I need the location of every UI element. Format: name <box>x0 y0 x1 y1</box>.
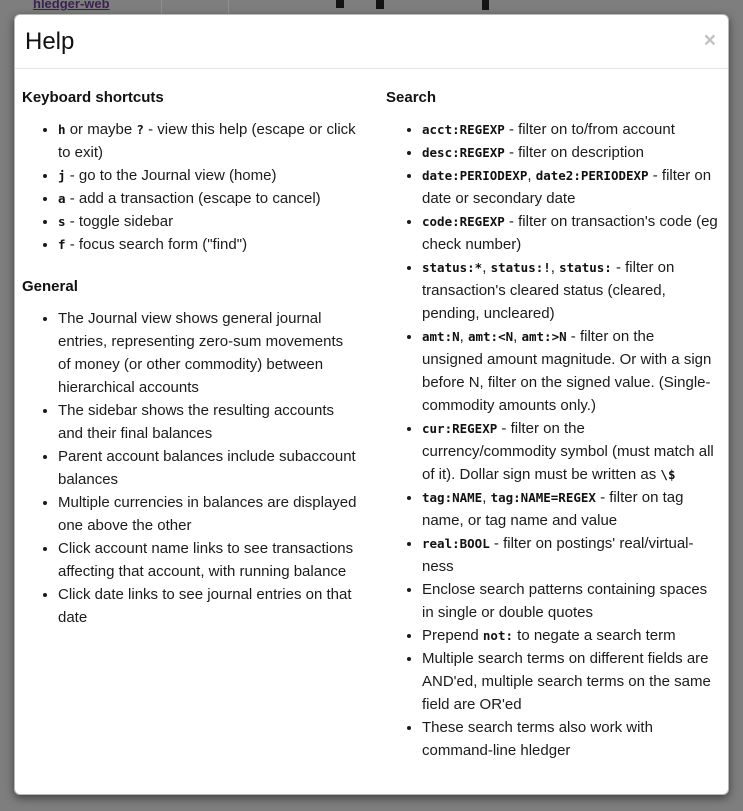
bullet-list <box>386 118 718 762</box>
close-icon: × <box>703 29 716 52</box>
code-term: f <box>58 237 66 252</box>
modal-header <box>15 15 728 69</box>
code-term: code:REGEXP <box>422 214 505 229</box>
code-term: status: <box>559 260 612 275</box>
code-term: status:* <box>422 260 483 275</box>
code-term: cur:REGEXP <box>422 421 498 436</box>
code-term: j <box>58 168 66 183</box>
modal-backdrop[interactable] <box>0 0 743 14</box>
list-item: • Enclose search patterns containing spaces in single or double quotes <box>422 578 718 624</box>
background-table-border <box>161 0 162 14</box>
left-column <box>22 88 370 772</box>
bullet-list <box>22 118 358 256</box>
background-table-border <box>228 0 229 14</box>
code-term: tag:NAME=REGEX <box>490 490 596 505</box>
list-item: • status:*, status:!, status: - filter on transaction's cleared status (cleared, pending, uncleared) <box>422 256 718 325</box>
code-term: not: <box>482 628 513 643</box>
code-term: a <box>58 191 66 206</box>
background-brand-link: hledger-web <box>33 0 110 11</box>
list-item: • j - go to the Journal view (home) <box>58 164 358 187</box>
list-item: • Click date links to see journal entries on that date <box>58 583 358 629</box>
list-item: • Click account name links to see transactions affecting that account, with running balance <box>58 537 358 583</box>
list-item: • real:BOOL - filter on postings' real/virtual-ness <box>422 532 718 578</box>
list-item: • Prepend not: to negate a search term <box>422 624 718 647</box>
page-heading-fragment <box>336 0 344 8</box>
list-item: • The sidebar shows the resulting accounts and their final balances <box>58 399 358 445</box>
code-term: status:! <box>490 260 551 275</box>
section-heading: General <box>22 278 78 295</box>
list-item: • desc:REGEXP - filter on description <box>422 141 718 164</box>
close-button[interactable] <box>704 31 716 51</box>
section-heading: Keyboard shortcuts <box>22 89 164 106</box>
code-term: amt:>N <box>521 329 567 344</box>
list-item: • tag:NAME, tag:NAME=REGEX - filter on tag name, or tag name and value <box>422 486 718 532</box>
list-item: • Multiple currencies in balances are displayed one above the other <box>58 491 358 537</box>
page-heading-fragment <box>482 0 489 10</box>
code-term: h <box>58 122 66 137</box>
list-item: • code:REGEXP - filter on transaction's code (eg check number) <box>422 210 718 256</box>
list-item: • acct:REGEXP - filter on to/from account <box>422 118 718 141</box>
list-item: • Multiple search terms on different fields are AND'ed, multiple search terms on the same field are OR'ed <box>422 647 718 716</box>
code-term: real:BOOL <box>422 536 490 551</box>
list-item: • cur:REGEXP - filter on the currency/commodity symbol (must match all of it). Dollar sign must be written as \$ <box>422 417 718 486</box>
code-term: tag:NAME <box>422 490 483 505</box>
list-item: • s - toggle sidebar <box>58 210 358 233</box>
section-heading: Search <box>386 89 437 106</box>
list-item: • f - focus search form ("find") <box>58 233 358 256</box>
right-column <box>370 88 718 772</box>
bullet-list <box>22 307 358 629</box>
page-heading-fragment <box>376 0 384 9</box>
code-term: \$ <box>660 467 676 482</box>
code-term: amt:<N <box>467 329 514 344</box>
list-item: • h or maybe ? - view this help (escape or click to exit) <box>58 118 358 164</box>
help-modal <box>14 14 729 795</box>
modal-body <box>15 69 728 772</box>
code-term: amt:N <box>422 329 460 344</box>
list-item: • These search terms also work with command-line hledger <box>422 716 718 762</box>
code-term: date2:PERIODEXP <box>535 168 649 183</box>
list-item: • amt:N, amt:<N, amt:>N - filter on the unsigned amount magnitude. Or with a sign before N, filter on the signed value. (Single-commodity amounts only.) <box>422 325 718 417</box>
section-general <box>22 277 358 629</box>
section-keyboard-shortcuts <box>22 88 358 256</box>
list-item: • a - add a transaction (escape to cancel) <box>58 187 358 210</box>
section-search <box>386 88 718 762</box>
code-term: date:PERIODEXP <box>422 168 528 183</box>
modal-title: Help <box>25 28 75 55</box>
code-term: desc:REGEXP <box>422 145 505 160</box>
list-item: • date:PERIODEXP, date2:PERIODEXP - filter on date or secondary date <box>422 164 718 210</box>
list-item: • Parent account balances include subaccount balances <box>58 445 358 491</box>
list-item: • The Journal view shows general journal entries, representing zero-sum movements of money (or other commodity) between hierarchical accounts <box>58 307 358 399</box>
code-term: s <box>58 214 66 229</box>
code-term: ? <box>136 122 144 137</box>
code-term: acct:REGEXP <box>422 122 505 137</box>
